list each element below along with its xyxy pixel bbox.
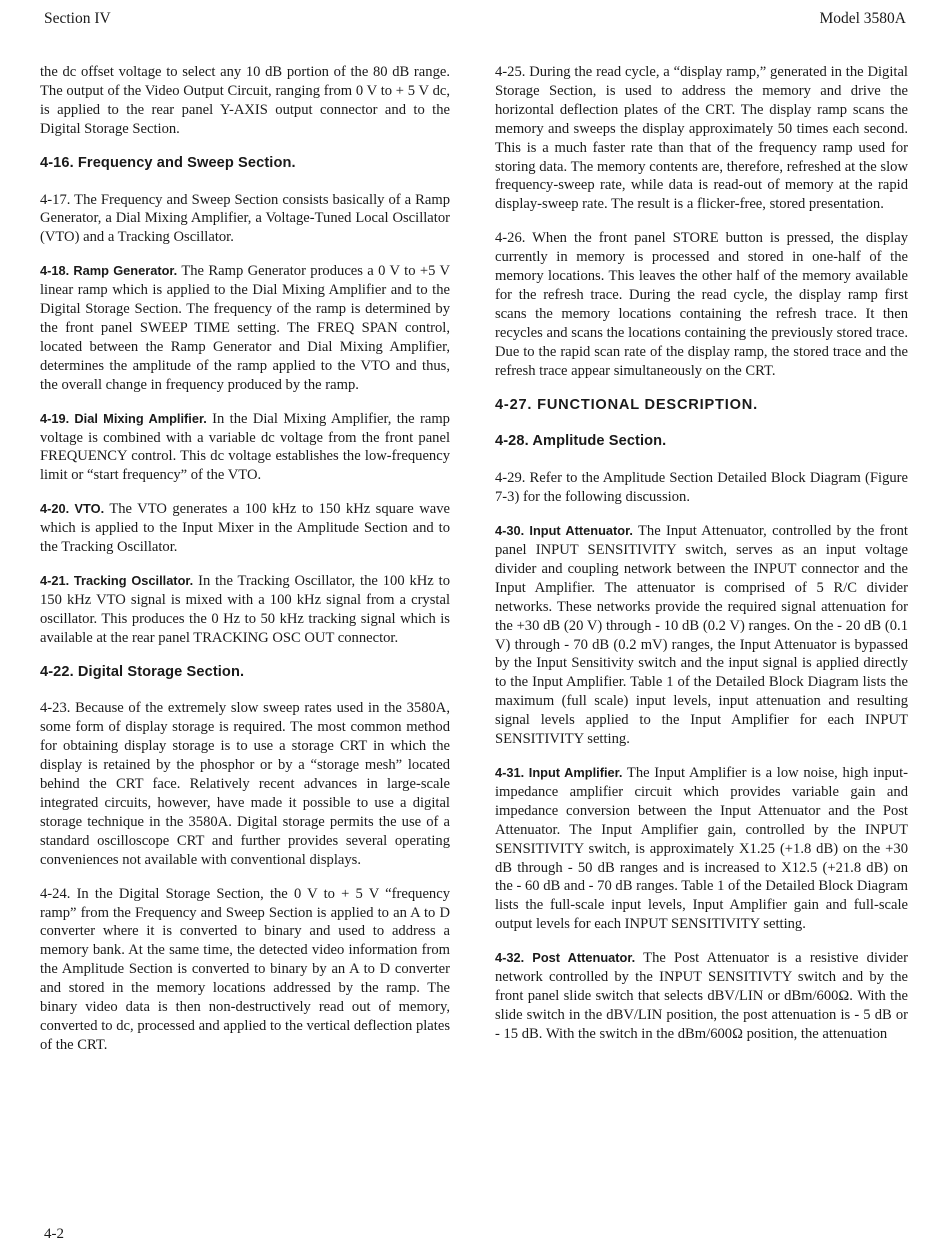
paragraph-4-32-body: The Post Attenuator is a resistive divider network controlled by the INPUT SENSITIVTY switch and by the front panel slide switch that selects dBV/LIN or dBm/600Ω. With the slide switch in the dBV/LIN position, the post attenuation is - 5 dB or - 15 dB. With the switch in the dBm/600Ω position, the attenuation xyxy=(495,950,909,1042)
runin-heading-4-18: 4-18. Ramp Generator. xyxy=(40,263,178,279)
paragraph-4-25: 4-25. During the read cycle, a “display ramp,” generated in the Digital Storage Section, is used to address the memory and drive the horizontal deflection plates of the CRT. The display ramp scans the memory and sweeps the display approximately 50 times each second. This is a much faster rate than that of the frequency ramp used for storing data. The memory contents are, therefore, refreshed at the slow frequency-sweep rate, while data is read-out of memory at the rapid display-sweep rate. The result is a flicker-free, stored presentation. xyxy=(495,64,908,213)
heading-4-27: 4-27. FUNCTIONAL DESCRIPTION. xyxy=(495,396,758,413)
paragraph-4-18 xyxy=(40,262,450,394)
paragraph-intro: the dc offset voltage to select any 10 dB portion of the 80 dB range. The output of the Video Output Circuit, ranging from 0 V to + 5 V dc, is applied to the rear panel Y-AXIS output connector and to the Digital Storage Section. xyxy=(40,64,450,137)
heading-4-22: 4-22. Digital Storage Section. xyxy=(40,663,245,680)
paragraph-4-30-body: The Input Attenuator, controlled by the front panel INPUT SENSITIVITY switch, serves as an input voltage divider and coupling network between the INPUT connector and the Input Amplifier. The attenuator is comprised of 5 R/C divider networks. These networks provide the required signal attenuation for the +30 dB (20 V) through - 10 dB (0.2 V) ranges. On the - 20 dB (0.1 V) through - 70 dB (0.2 mV) ranges, the Input Attenuator is bypassed by the Input Sensitivity switch and the input signal is applied directly to the Input Amplifier. Table 1 of the Detailed Block Diagram lists the maximum (full scale) input levels, input attenuation and resulting signal levels applied to the Input Amplifier for each INPUT SENSITIVITY setting. xyxy=(495,523,908,748)
paragraph-4-20-body: The VTO generates a 100 kHz to 150 kHz square wave which is applied to the Input Mixer in the Amplitude Section and to the Tracking Oscillator. xyxy=(40,501,450,556)
paragraph-4-21 xyxy=(40,572,450,648)
paragraph-4-30 xyxy=(495,522,908,749)
runin-heading-4-30: 4-30. Input Attenuator. xyxy=(495,523,633,539)
paragraph-4-19-body: In the Dial Mixing Amplifier, the ramp voltage is combined with a variable dc voltage from the front panel FREQUENCY control. This dc voltage establishes the low-frequency limit or “start frequency” of the VTO. xyxy=(40,410,450,484)
runin-heading-4-21: 4-21. Tracking Oscillator. xyxy=(40,572,194,588)
runin-heading-4-32: 4-32. Post Attenuator. xyxy=(495,950,636,966)
model-header: Model 3580A xyxy=(819,10,906,27)
paragraph-4-26: 4-26. When the front panel STORE button is pressed, the display currently in memory is processed and stored in one-half of the memory locations. This leaves the other half of the memory available for the refresh trace. During the read cycle, the display ramp first scans the memory locations containing the refresh trace. It then recycles and scans the locations containing the previously stored trace. Due to the rapid scan rate of the display ramp, the stored trace and the refresh trace appear simultaneously on the CRT. xyxy=(495,230,908,379)
paragraph-4-21-body: In the Tracking Oscillator, the 100 kHz to 150 kHz VTO signal is mixed with a 100 kHz signal from a crystal oscillator. This produces the 0 Hz to 50 kHz tracking signal which is available at the rear panel TRACKING OSC OUT connector. xyxy=(40,572,450,646)
paragraph-4-17: 4-17. The Frequency and Sweep Section consists basically of a Ramp Generator, a Dial Mixing Amplifier, a Voltage-Tuned Local Oscillator (VTO) and a Tracking Oscillator. xyxy=(40,191,450,246)
paragraph-4-18-body: The Ramp Generator produces a 0 V to +5 V linear ramp which is applied to the Dial Mixing Amplifier and to the Digital Storage Section. The frequency of the ramp is determined by the front panel SWEEP TIME setting. The FREQ SPAN control, located between the Ramp Generator and Dial Mixing Amplifier, determines the amplitude of the ramp applied to the VTO and thus, the overall change in frequency produced by the ramp. xyxy=(40,263,450,393)
heading-4-16: 4-16. Frequency and Sweep Section. xyxy=(40,154,296,171)
paragraph-4-31 xyxy=(495,764,908,934)
paragraph-4-23: 4-23. Because of the extremely slow sweep rates used in the 3580A, some form of display storage is required. The most common method for obtaining display storage is to use a storage CRT in which the display is retained by the phosphor or by a “storage mesh” located behind the CRT face. Relatively recent advances in large-scale integrated circuits, however, have made it possible to use a digital storage technique in the 3580A. Digital storage permits the use of a standard oscilloscope CRT and further provides several operating conveniences not available with conventional displays. xyxy=(40,700,450,868)
runin-heading-4-19: 4-19. Dial Mixing Amplifier. xyxy=(40,410,207,426)
heading-4-28: 4-28. Amplitude Section. xyxy=(495,433,667,450)
runin-heading-4-31: 4-31. Input Amplifier. xyxy=(495,765,623,780)
paragraph-4-19 xyxy=(40,410,450,486)
page-number: 4-2 xyxy=(44,1226,64,1242)
section-header: Section IV xyxy=(44,10,111,27)
left-column xyxy=(40,63,450,1070)
paragraph-4-20 xyxy=(40,500,450,557)
paragraph-4-31-body: The Input Amplifier is a low noise, high input-impedance amplifier circuit which provides variable gain and impedance conversion between the Input Attenuator and the Post Attenuator. The Input Amplifier gain, controlled by the INPUT SENSITIVITY switch, is approximately X1.25 (+1.8 dB) on the +30 dB through - 50 dB ranges and is increased to X12.5 (+21.8 dB) on the - 60 dB and - 70 dB ranges. Table 1 of the Detailed Block Diagram lists the full-scale input levels, Input Amplifier gain and full-scale output levels for each INPUT SENSITIVITY setting. xyxy=(495,765,908,933)
paragraph-4-29: 4-29. Refer to the Amplitude Section Detailed Block Diagram (Figure 7-3) for the following discussion. xyxy=(495,470,908,506)
right-column xyxy=(495,63,908,1059)
paragraph-4-24: 4-24. In the Digital Storage Section, the 0 V to + 5 V “frequency ramp” from the Frequency and Sweep Section is applied to an A to D converter where it is converted to binary and used to address a memory bank. At the same time, the detected video information from the Amplitude Section is converted to binary by an A to D converter and stored in the memory locations addressed by the ramp. The binary video data is then non-destructively read out of memory, converted to dc, processed and applied to the vertical deflection plates of the CRT. xyxy=(40,885,450,1053)
runin-heading-4-20: 4-20. VTO. xyxy=(40,501,105,517)
paragraph-4-32 xyxy=(495,949,908,1044)
